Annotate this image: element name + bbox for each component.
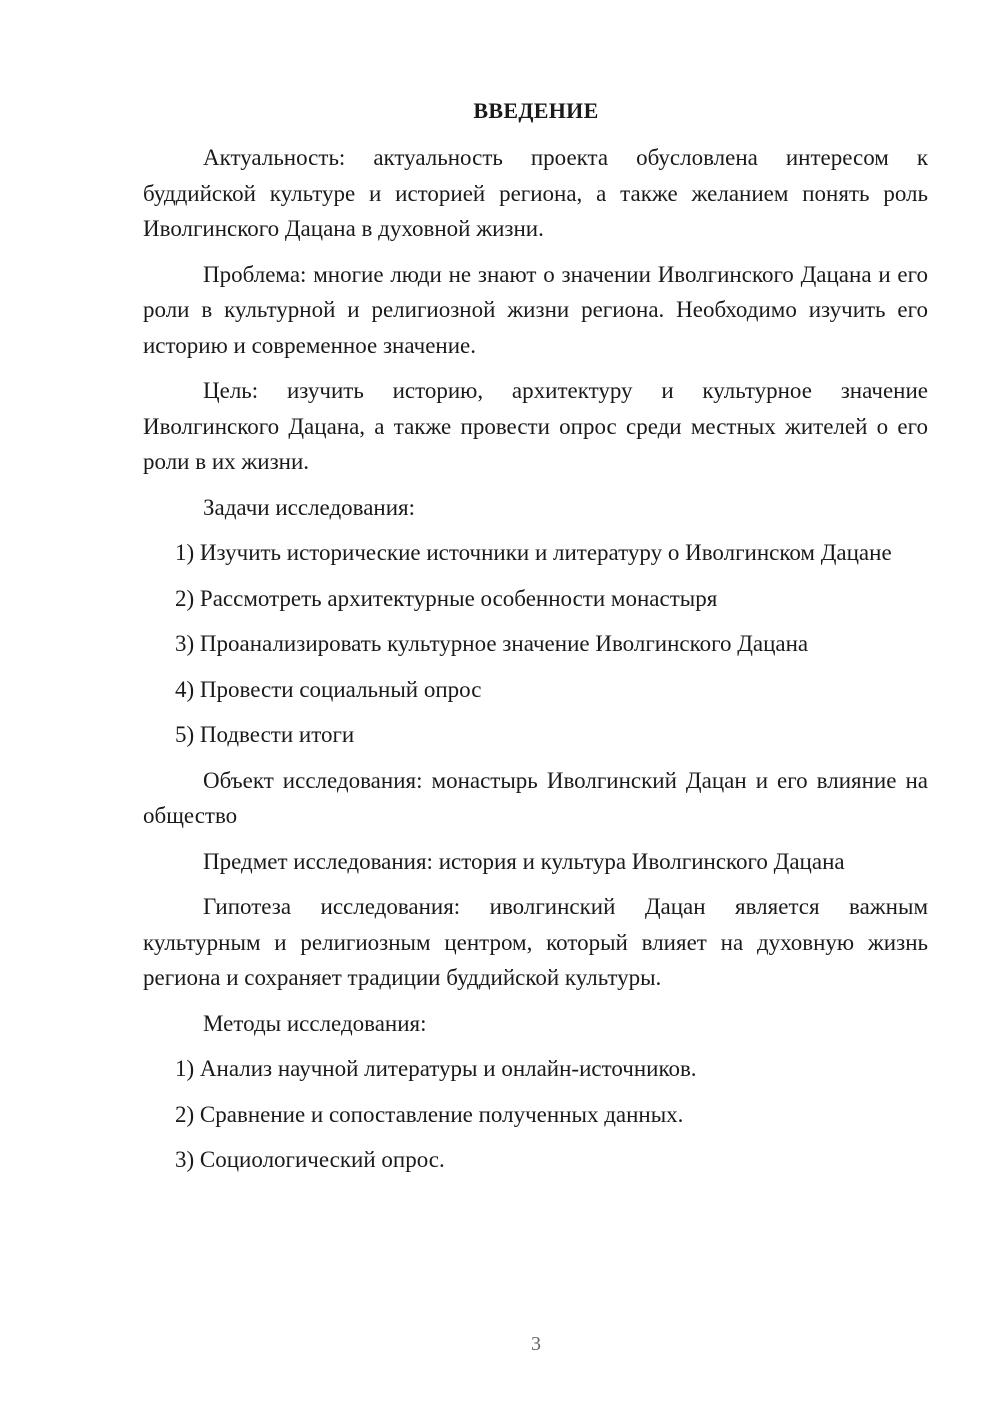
task-item-2: 2) Рассмотреть архитектурные особенности монастыря [175, 585, 718, 611]
relevance-paragraph: Актуальность: актуальность проекта обусловлена интересом к буддийской культуре и историей региона, а также желанием понять роль Иволгинского Дацана в духовной жизни. [143, 145, 928, 241]
method-item-1: 1) Анализ научной литературы и онлайн-источников. [175, 1056, 697, 1081]
hypothesis-paragraph: Гипотеза исследования: иволгинский Дацан является важным культурным и религиозным центром, который влияет на духовную жизнь региона и сохраняет традиции буддийской культуры. [143, 894, 928, 990]
page-title: ВВЕДЕНИЕ [473, 98, 599, 123]
method-item-2: 2) Сравнение и сопоставление полученных данных. [175, 1101, 684, 1127]
task-item-5: 5) Подвести итоги [175, 722, 355, 747]
task-item-4: 4) Провести социальный опрос [175, 676, 482, 702]
subject-paragraph: Предмет исследования: история и культура Иволгинского Дацана [203, 848, 845, 874]
document-body [143, 140, 928, 1188]
task-item-3: 3) Проанализировать культурное значение Иволгинского Дацана [175, 631, 809, 656]
task-item-1: 1) Изучить исторические источники и литературу о Иволгинском Дацане [175, 540, 892, 565]
method-item-3: 3) Социологический опрос. [175, 1147, 445, 1172]
tasks-heading: Задачи исследования: [203, 494, 416, 520]
goal-paragraph: Цель: изучить историю, архитектуру и культурное значение Иволгинского Дацана, а также провести опрос среди местных жителей о его роли в их жизни. [143, 378, 928, 474]
object-paragraph: Объект исследования: монастырь Иволгинский Дацан и его влияние на общество [143, 767, 928, 828]
methods-heading: Методы исследования: [203, 1010, 427, 1036]
problem-paragraph: Проблема: многие люди не знают о значении Иволгинского Дацана и его роли в культурной и религиозной жизни региона. Необходимо изучить его историю и современное значение. [143, 261, 928, 358]
page-number: 3 [531, 1333, 541, 1355]
